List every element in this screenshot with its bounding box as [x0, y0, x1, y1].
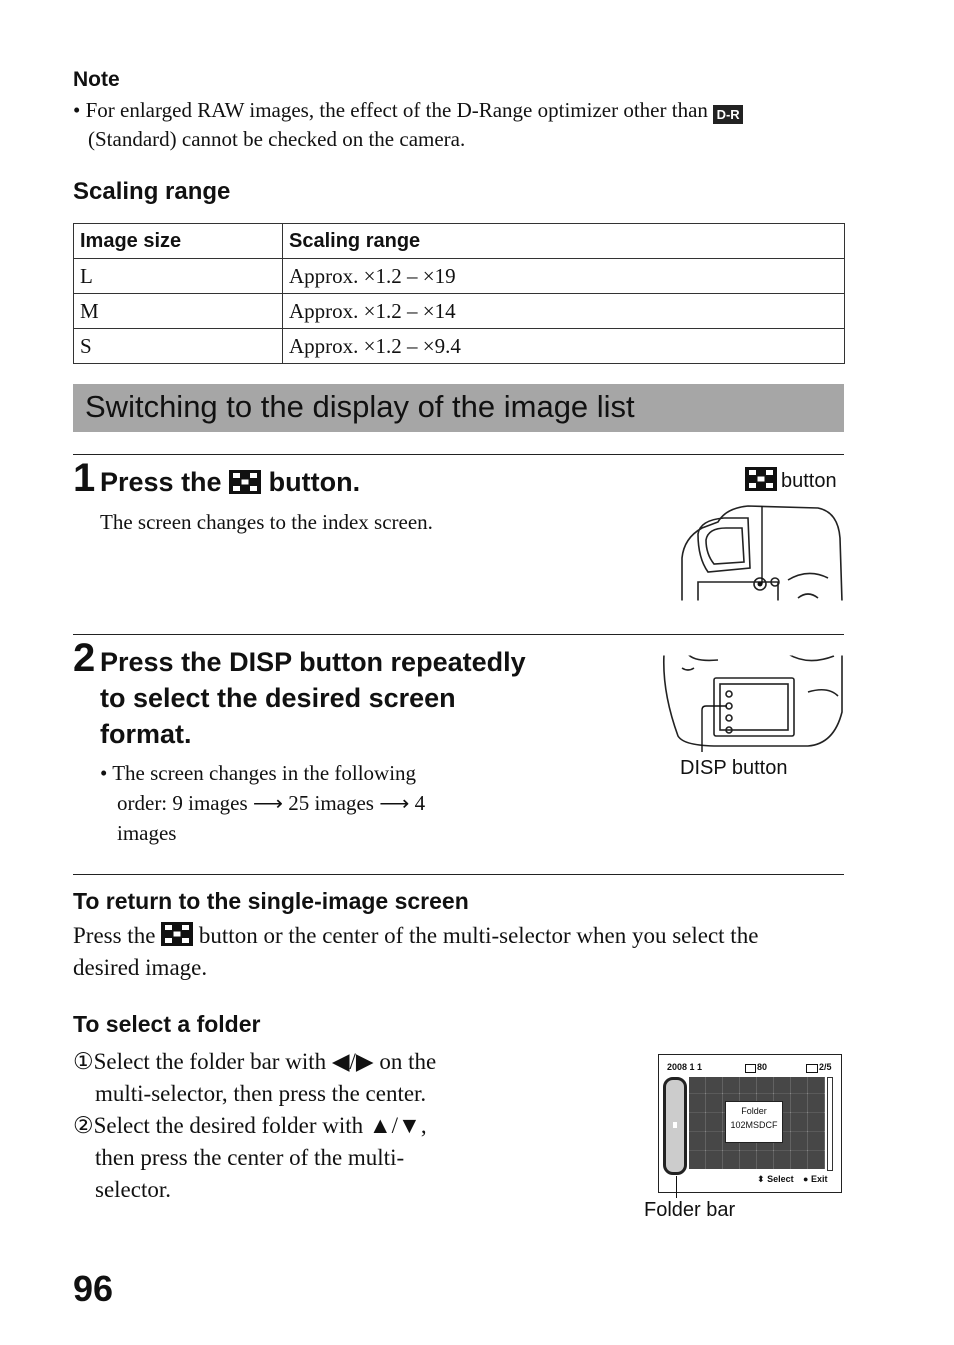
table-row: [74, 259, 845, 294]
step-body: [100, 758, 500, 848]
note-line-1: [73, 96, 833, 125]
folder-bar-label: Folder bar: [644, 1199, 736, 1221]
table-cell: M: [74, 294, 283, 329]
disp-button-label: DISP button: [680, 757, 788, 779]
body-text: 4: [414, 791, 426, 815]
select-hint: [757, 1174, 794, 1185]
index-button-icon: [161, 922, 193, 946]
folder-step-2-line-3: selector.: [95, 1177, 171, 1202]
camera-back-illustration: [658, 652, 844, 752]
folder-popup-name: 102MSDCF: [730, 1120, 778, 1130]
exit-label: Exit: [810, 1174, 828, 1184]
d-range-icon: D-R: [713, 105, 743, 124]
step-marker: ①: [73, 1049, 94, 1074]
step-number: 1: [73, 456, 96, 500]
step-body: The screen changes to the index screen.: [100, 510, 433, 534]
folder-bar-callout-line: [676, 1176, 677, 1198]
table-row: [74, 294, 845, 329]
table-row: [74, 329, 845, 364]
index-button-icon: [229, 470, 261, 494]
return-heading: To return to the single-image screen: [73, 888, 469, 914]
step-title-after: button.: [268, 467, 361, 497]
index-button-icon: [745, 467, 777, 491]
step-number: 2: [73, 636, 96, 680]
folder-step-1-line-2: multi-selector, then press the center.: [95, 1081, 427, 1106]
folder-step-2-line-2: then press the center of the multi-: [95, 1145, 405, 1170]
step-text: Select the folder bar with ◀/▶ on the: [93, 1049, 437, 1074]
table-cell: Approx. ×1.2 – ×9.4: [283, 329, 845, 364]
step-marker: ②: [73, 1113, 94, 1138]
screen-date: 2008 1 1: [667, 1062, 703, 1072]
button-callout: [745, 467, 837, 493]
folder-popup: [725, 1101, 783, 1143]
return-text-after: button or the center of the multi-selector when you select the: [198, 923, 759, 948]
screen-pages: 2/5: [819, 1062, 832, 1072]
page-number: 96: [73, 1268, 114, 1309]
body-text: order: 9 images: [117, 791, 248, 815]
note-body: [73, 96, 833, 154]
note-text-1: For enlarged RAW images, the effect of the D-Range optimizer other than: [85, 98, 708, 122]
column-header: Image size: [74, 224, 283, 259]
button-label: button: [781, 470, 837, 492]
table-header-row: [74, 224, 845, 259]
step-title-line: Press the DISP button repeatedly: [100, 647, 526, 677]
folder-step-1-line-1: [73, 1046, 503, 1078]
table-cell: Approx. ×1.2 – ×19: [283, 259, 845, 294]
note-text-2: (Standard) cannot be checked on the camera.: [88, 127, 466, 151]
step-title-line: format.: [100, 719, 192, 749]
arrow-icon: ⟶: [379, 791, 410, 815]
arrow-icon: ⟶: [252, 791, 283, 815]
screen-count: 80: [757, 1062, 768, 1072]
up-down-icon: ⬍: [757, 1174, 765, 1184]
divider: [73, 454, 844, 455]
table-cell: Approx. ×1.2 – ×14: [283, 294, 845, 329]
folder-popup-label: Folder: [741, 1106, 767, 1116]
folder-steps: [73, 1046, 503, 1206]
note-heading: Note: [73, 68, 120, 91]
divider: [73, 874, 844, 875]
camera-back-top-illustration: [678, 498, 844, 604]
image-count-icon: [745, 1064, 756, 1073]
divider: [73, 634, 844, 635]
index-screen-illustration: [658, 1054, 842, 1193]
scaling-range-heading: Scaling range: [73, 178, 231, 205]
section-title: Switching to the display of the image list: [85, 389, 635, 424]
folder-heading: To select a folder: [73, 1011, 261, 1037]
return-line-1: [73, 920, 848, 952]
note-bullet: •: [73, 98, 81, 122]
folder-icon: [806, 1064, 818, 1073]
column-header: Scaling range: [283, 224, 845, 259]
step-title: [100, 644, 526, 752]
return-line-2: desired image.: [73, 955, 208, 980]
table-cell: S: [74, 329, 283, 364]
return-text: [73, 920, 848, 984]
step-title-before: Press the: [100, 467, 222, 497]
center-button-icon: ●: [803, 1174, 809, 1184]
step-title: [100, 464, 360, 500]
body-text: images: [117, 821, 177, 845]
step-body-line: [100, 788, 500, 818]
scaling-range-table: [73, 223, 845, 364]
return-text-before: Press the: [73, 923, 156, 948]
select-label: Select: [767, 1174, 794, 1184]
table-cell: L: [74, 259, 283, 294]
scrollbar: [827, 1077, 833, 1171]
folder-bar[interactable]: [663, 1077, 687, 1175]
body-text: The screen changes in the following: [112, 761, 417, 785]
step-title-line: to select the desired screen: [100, 683, 456, 713]
section-banner: [73, 384, 844, 432]
step-text: Select the desired folder with ▲/▼,: [93, 1113, 427, 1138]
step-body-line: [100, 758, 500, 788]
body-text: 25 images: [288, 791, 374, 815]
bullet: •: [100, 761, 108, 785]
folder-step-2-line-1: [73, 1110, 503, 1142]
exit-hint: [803, 1174, 827, 1184]
